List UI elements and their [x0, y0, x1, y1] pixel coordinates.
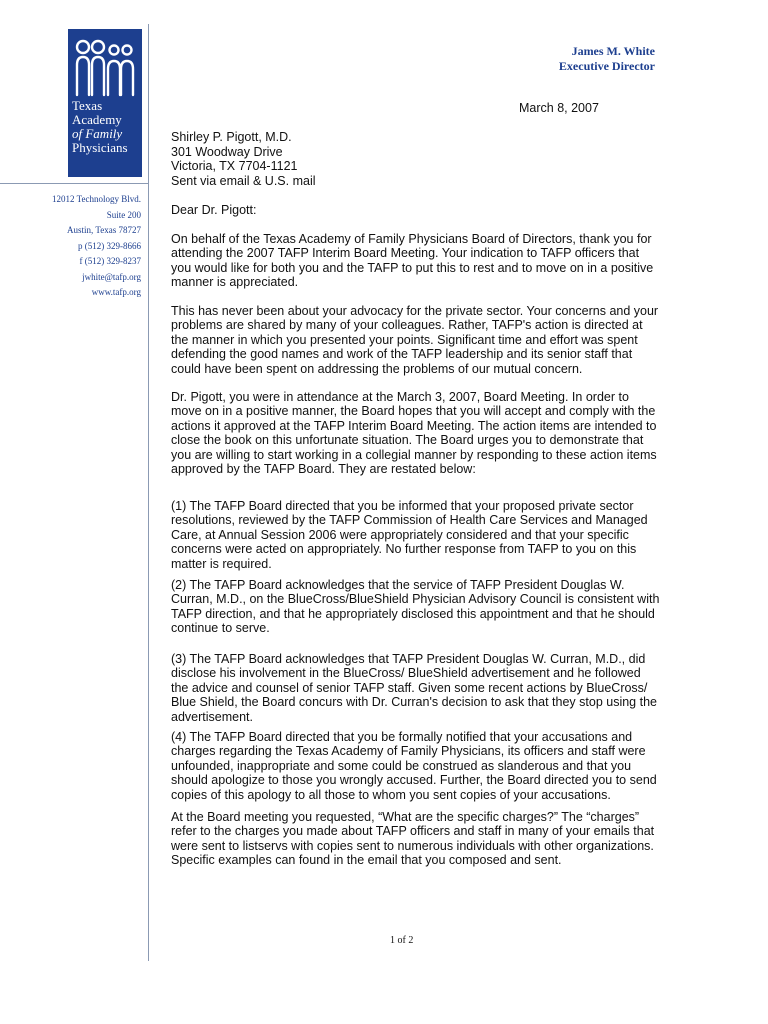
letter-date: March 8, 2007 — [519, 101, 599, 115]
logo-wordmark — [72, 99, 142, 155]
address-phone: p (512) 329-8666 — [78, 240, 141, 251]
address-suite: Suite 200 — [106, 209, 141, 220]
action-item-3: (3) The TAFP Board acknowledges that TAFP President Douglas W. Curran, M.D., did disclose his involvement in the BlueCross/ BlueShield advertisement and he followed the advice and counsel of senior TAFP staff. Given some recent actions by BlueCross/ Blue Shield, the Board concurs with Dr. Curran's decision to ask that they stop using the advertisement. — [171, 652, 657, 724]
address-fax: f (512) 329-8237 — [79, 256, 141, 266]
sender-name: James M. White — [571, 44, 655, 58]
sender-block — [559, 44, 655, 74]
tafp-logo — [68, 29, 142, 177]
address-street: 12012 Technology Blvd. — [52, 194, 141, 204]
recipient-name: Shirley P. Pigott, M.D. — [171, 130, 292, 144]
action-item-4: (4) The TAFP Board directed that you be formally notified that your accusations and charges regarding the Texas Academy of Family Physicians, its officers and staff were unfounded, inappropriate and some could be construed as slanderous and that you should apologize to those you wrongly accused. Further, the Board directed you to send copies of this apology to all those to whom you sent copies of your accusations. — [171, 730, 657, 802]
paragraph-charges: At the Board meeting you requested, “What are the specific charges?” The “charges” refer to the charges you made about TAFP officers and staff in many of your emails that were sent to listservs with copies sent to numerous individuals with other organizations. Specific examples can found in the email that you composed and sent. — [171, 810, 655, 868]
salutation: Dear Dr. Pigott: — [171, 203, 257, 217]
logo-line: Academy — [72, 112, 122, 127]
logo-line: of Family — [72, 126, 123, 141]
logo-line: Physicians — [72, 140, 128, 155]
page-number: 1 of 2 — [390, 935, 414, 946]
sender-title: Executive Director — [558, 59, 655, 73]
recipient-block — [171, 130, 316, 188]
action-item-1: (1) The TAFP Board directed that you be informed that your proposed private sector resolutions, reviewed by the TAFP Commission of Health Care Services and Managed Care, at Annual Session 2006 were appropriately considered and that your specific concerns were acted on appropriately. No further response from TAFP to you on this matter is required. — [171, 499, 648, 571]
paragraph-intro: On behalf of the Texas Academy of Family Physicians Board of Directors, thank you for attending the 2007 TAFP Interim Board Meeting. Your indication to TAFP officers that you would like for both you and the TAFP to put this to rest and to move on in a positive manner is appreciated. — [171, 232, 654, 290]
address-website-link[interactable]: www.tafp.org — [91, 287, 141, 297]
vertical-divider — [148, 24, 149, 961]
horizontal-divider — [0, 183, 148, 184]
address-city: Austin, Texas 78727 — [67, 225, 141, 235]
paragraph-advocacy: This has never been about your advocacy for the private sector. Your concerns and your problems are shared by many of your colleagues. Rather, TAFP's action is directed at the manner in which you presented your points. Significant time and effort was spent defending the good names and work of the TAFP leadership and its senior staff that could have been spent on addressing the problems of our mutual concern. — [171, 304, 659, 376]
org-address-block — [14, 192, 141, 301]
address-email-link[interactable]: jwhite@tafp.org — [82, 271, 141, 282]
recipient-city: Victoria, TX 7704-1121 — [171, 159, 298, 173]
family-figures-icon — [74, 35, 136, 97]
recipient-street: 301 Woodway Drive — [171, 144, 283, 159]
logo-line: Texas — [72, 98, 103, 113]
recipient-delivery: Sent via email & U.S. mail — [171, 173, 316, 188]
paragraph-meeting: Dr. Pigott, you were in attendance at the March 3, 2007, Board Meeting. In order to move on in a positive manner, the Board hopes that you will accept and comply with the actions it approved at the TAFP Interim Board Meeting. The action items are intended to close the book on this unfortunate situation. The Board urges you to demonstrate that you are willing to start working in a collegial manner by responding to these action items approved by the TAFP Board. They are restated below: — [171, 390, 657, 477]
action-item-2: (2) The TAFP Board acknowledges that the service of TAFP President Douglas W. Curran, M.D., on the BlueCross/BlueShield Physician Advisory Council is consistent with TAFP direction, and that he appropriately disclosed this appointment and that he should continue to serve. — [171, 578, 660, 636]
